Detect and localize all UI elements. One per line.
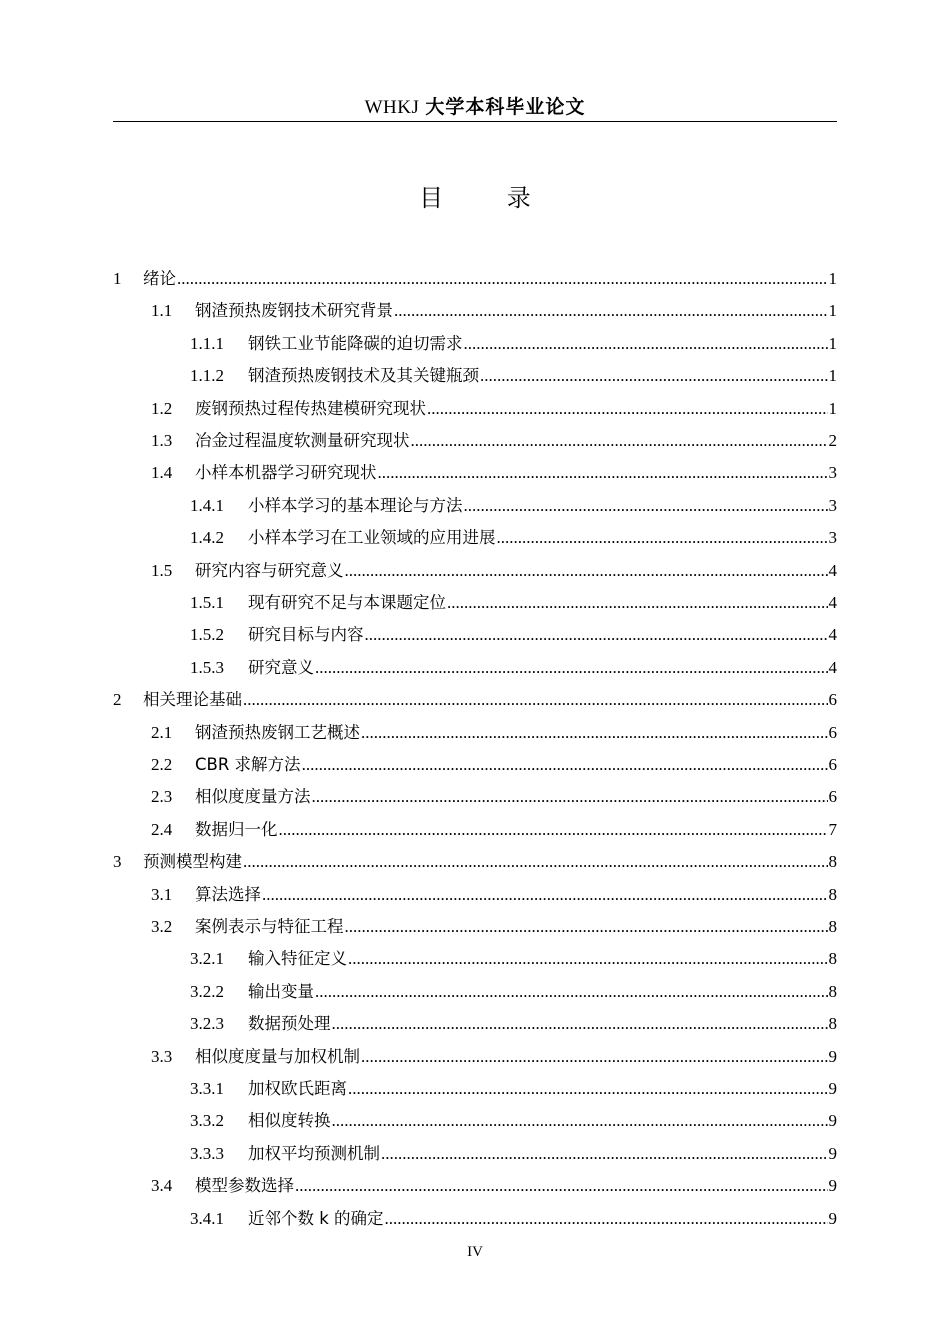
toc-entry-title: 输出变量	[248, 981, 314, 1001]
toc-dot-leader	[302, 754, 828, 776]
toc-entry[interactable]	[113, 323, 837, 355]
toc-entry-number: 2.3	[151, 787, 173, 807]
toc-entry-page: 9	[828, 1176, 837, 1196]
toc-entry-title: 近邻个数 k 的确定	[248, 1208, 384, 1228]
toc-entry-page: 9	[828, 1208, 837, 1228]
toc-entry-number: 1.4.1	[190, 495, 224, 515]
toc-entry-page: 9	[828, 1111, 837, 1131]
toc-entry-title: 废钢预热过程传热建模研究现状	[195, 398, 426, 418]
toc-entry[interactable]	[113, 614, 837, 646]
toc-entry[interactable]	[113, 582, 837, 614]
toc-entry-number: 1	[113, 269, 122, 288]
toc-entry-page: 9	[828, 1079, 837, 1098]
toc-entry-title: 钢渣预热废钢工艺概述	[195, 722, 360, 742]
toc-entry-title: 数据预处理	[248, 1014, 331, 1034]
header-chinese: 大学本科毕业论文	[425, 96, 586, 118]
toc-dot-leader	[411, 430, 828, 452]
toc-entry-number: 2.1	[151, 722, 173, 742]
toc-dot-leader	[385, 1208, 828, 1230]
toc-entry[interactable]	[113, 290, 837, 322]
toc-entry-title: 相似度度量方法	[195, 787, 311, 807]
toc-entry[interactable]	[113, 906, 837, 938]
toc-entry-number: 1.5.2	[190, 625, 224, 645]
toc-entry-title: 案例表示与特征工程	[195, 917, 344, 936]
toc-entry[interactable]	[113, 420, 837, 452]
toc-entry-number: 3.3.3	[190, 1143, 224, 1163]
toc-dot-leader	[464, 495, 828, 517]
toc-entry-title: 相似度度量与加权机制	[195, 1046, 360, 1066]
toc-entry-title: 现有研究不足与本课题定位	[248, 593, 446, 612]
toc-dot-leader	[262, 884, 828, 906]
page-number: IV	[467, 1244, 483, 1260]
toc-dot-leader	[447, 592, 828, 614]
toc-dot-leader	[332, 1013, 828, 1035]
toc-entry-page: 1	[828, 301, 837, 321]
toc-entry[interactable]	[113, 517, 837, 549]
toc-entry-number: 3.2.2	[190, 981, 224, 1001]
toc-entry-number: 3.3.1	[190, 1079, 224, 1098]
header-latin: WHKJ	[364, 97, 420, 118]
toc-entry-title: 小样本学习的基本理论与方法	[248, 495, 463, 515]
toc-entry-number: 3.2	[151, 917, 173, 936]
toc-entry-number: 2.4	[151, 819, 173, 839]
toc-entry[interactable]	[113, 1068, 837, 1100]
toc-entry[interactable]	[113, 712, 837, 744]
toc-entry-number: 3.3	[151, 1046, 173, 1066]
toc-entry[interactable]	[113, 1003, 837, 1035]
toc-entry-title: 模型参数选择	[195, 1176, 294, 1196]
toc-entry-number: 1.1.1	[190, 333, 224, 353]
toc-entry[interactable]	[113, 776, 837, 808]
toc-entry[interactable]	[113, 647, 837, 679]
toc-entry-title: 绪论	[143, 269, 176, 288]
toc-entry[interactable]	[113, 679, 837, 711]
toc-entry-page: 7	[828, 819, 837, 839]
toc-entry[interactable]	[113, 388, 837, 420]
toc-entry-page: 8	[828, 949, 837, 969]
toc-entry-page: 4	[828, 657, 837, 677]
toc-entry-page: 4	[828, 560, 837, 580]
toc-dot-leader	[497, 527, 828, 549]
toc-entry-page: 8	[828, 981, 837, 1001]
toc-entry-title: 相关理论基础	[143, 690, 242, 710]
toc-dot-leader	[315, 657, 828, 679]
toc-entry-page: 9	[828, 1046, 837, 1066]
toc-dot-leader	[177, 268, 828, 290]
toc-entry-title: 钢渣预热废钢技术研究背景	[195, 301, 393, 321]
toc-dot-leader	[394, 300, 828, 322]
toc-entry[interactable]	[113, 841, 837, 873]
toc-entry-number: 3.4	[151, 1176, 173, 1196]
toc-entry-title: 算法选择	[195, 884, 261, 904]
toc-entry-title: 小样本机器学习研究现状	[195, 463, 377, 483]
toc-entry[interactable]	[113, 550, 837, 582]
toc-dot-leader	[279, 819, 828, 841]
toc-entry-number: 1.4	[151, 463, 173, 483]
toc-entry-page: 3	[828, 495, 837, 515]
header-divider	[113, 121, 837, 122]
running-header	[113, 94, 837, 120]
toc-entry-number: 2	[113, 690, 122, 710]
toc-entry-number: 3.4.1	[190, 1208, 224, 1228]
toc-entry-number: 1.1	[151, 301, 173, 321]
toc-entry[interactable]	[113, 355, 837, 387]
toc-entry-title: 钢渣预热废钢技术及其关键瓶颈	[248, 366, 479, 386]
toc-entry-number: 3	[113, 852, 122, 872]
toc-dot-leader	[332, 1110, 828, 1132]
toc-entry-title: 研究意义	[248, 657, 314, 677]
toc-entry-number: 1.1.2	[190, 366, 224, 386]
toc-dot-leader	[243, 689, 828, 711]
toc-entry-page: 4	[828, 593, 837, 612]
toc-entry[interactable]	[113, 874, 837, 906]
toc-dot-leader	[480, 365, 828, 387]
toc-entry[interactable]	[113, 809, 837, 841]
toc-entry-title: 数据归一化	[195, 819, 278, 839]
toc-entry-number: 1.3	[151, 431, 173, 450]
toc-entry-title: 相似度转换	[248, 1111, 331, 1131]
toc-entry-number: 3.2.1	[190, 949, 224, 969]
toc-entry-number: 1.5.3	[190, 657, 224, 677]
toc-entry-title: 加权欧氏距离	[248, 1079, 347, 1098]
toc-dot-leader	[378, 462, 828, 484]
toc-dot-leader	[243, 851, 828, 873]
toc-entry-title: CBR 求解方法	[195, 755, 301, 774]
toc-entry-number: 1.4.2	[190, 528, 224, 548]
toc-entry-number: 3.1	[151, 884, 173, 904]
toc-dot-leader	[361, 1046, 828, 1068]
toc-entry-page: 8	[828, 852, 837, 872]
toc-dot-leader	[345, 916, 828, 938]
toc-entry[interactable]	[113, 744, 837, 776]
toc-entry-title: 研究内容与研究意义	[195, 560, 344, 580]
toc-entry[interactable]	[113, 938, 837, 970]
toc-entry-number: 2.2	[151, 755, 173, 774]
toc-entry-title: 钢铁工业节能降碳的迫切需求	[248, 333, 463, 353]
toc-entry[interactable]	[113, 971, 837, 1003]
toc-dot-leader	[464, 333, 828, 355]
toc-entry-page: 6	[828, 722, 837, 742]
toc-entry-number: 1.5	[151, 560, 173, 580]
toc-entry-title: 加权平均预测机制	[248, 1143, 380, 1163]
toc-entry[interactable]	[113, 485, 837, 517]
toc-dot-leader	[348, 948, 828, 970]
toc-dot-leader	[348, 1078, 828, 1100]
toc-dot-leader	[427, 398, 828, 420]
toc-entry-page: 6	[828, 690, 837, 710]
toc-entry-page: 9	[828, 1143, 837, 1163]
toc-entry-page: 8	[828, 884, 837, 904]
toc-dot-leader	[312, 786, 828, 808]
toc-entry-page: 1	[828, 398, 837, 418]
toc-dot-leader	[295, 1175, 828, 1197]
toc-entry-page: 3	[828, 528, 837, 548]
toc-dot-leader	[345, 560, 828, 582]
toc-entry-page: 2	[828, 431, 837, 450]
toc-dot-leader	[365, 624, 828, 646]
toc-entry[interactable]	[113, 258, 837, 290]
toc-dot-leader	[315, 981, 828, 1003]
toc-entry-page: 6	[828, 755, 837, 774]
toc-entry-number: 3.2.3	[190, 1014, 224, 1034]
toc-entry-page: 6	[828, 787, 837, 807]
toc-entry-title: 小样本学习在工业领域的应用进展	[248, 528, 496, 548]
toc-entry-title: 预测模型构建	[143, 852, 242, 872]
toc-dot-leader	[361, 722, 828, 744]
toc-entry-number: 3.3.2	[190, 1111, 224, 1131]
toc-entry-page: 8	[828, 917, 837, 936]
toc-entry-page: 1	[828, 333, 837, 353]
toc-entry[interactable]	[113, 1036, 837, 1068]
toc-entry[interactable]	[113, 452, 837, 484]
page-title: 目 录	[419, 184, 559, 212]
toc-entry[interactable]	[113, 1100, 837, 1132]
toc-entry-page: 1	[828, 366, 837, 386]
toc-entry-title: 输入特征定义	[248, 949, 347, 969]
toc-entry[interactable]	[113, 1198, 837, 1230]
toc-dot-leader	[381, 1143, 828, 1165]
toc-entry-number: 1.2	[151, 398, 173, 418]
toc-entry-title: 研究目标与内容	[248, 625, 364, 645]
toc-entry-page: 3	[828, 463, 837, 483]
toc-entry-number: 1.5.1	[190, 593, 224, 612]
toc-entry-page: 1	[828, 269, 837, 288]
toc-entry-page: 4	[828, 625, 837, 645]
toc-entry-page: 8	[828, 1014, 837, 1034]
toc-entry-title: 冶金过程温度软测量研究现状	[195, 431, 410, 450]
toc-entry[interactable]	[113, 1165, 837, 1197]
toc-entry[interactable]	[113, 1133, 837, 1165]
